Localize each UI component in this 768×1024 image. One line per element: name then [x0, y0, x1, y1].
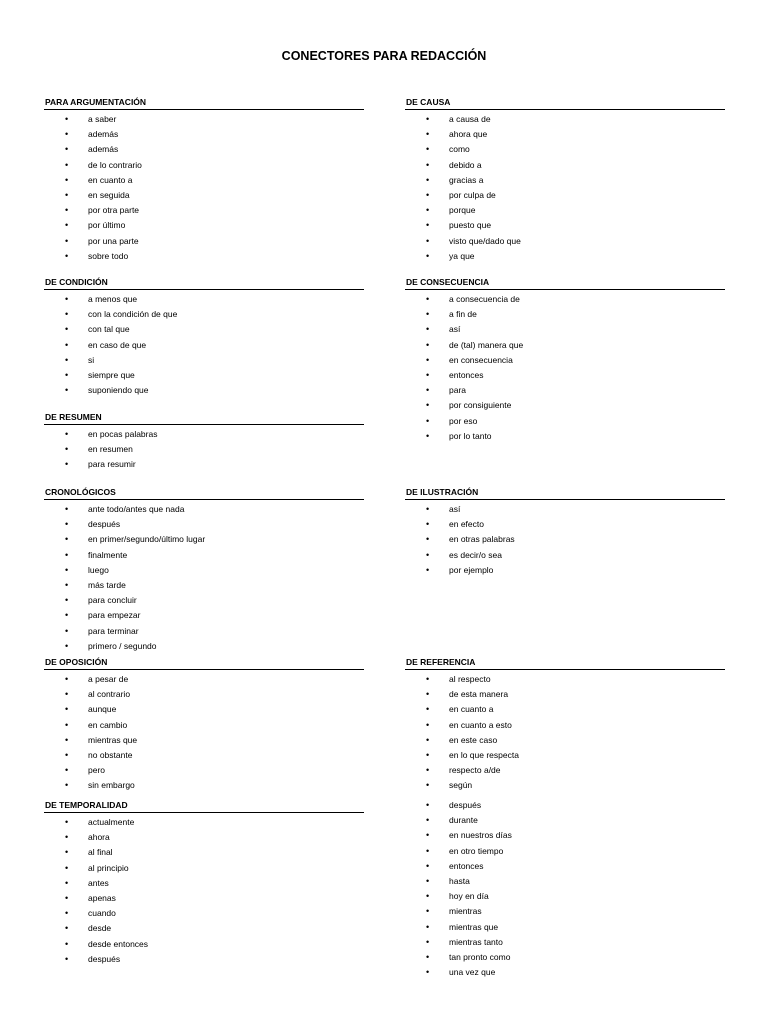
- section-heading: DE ILUSTRACIÓN: [405, 486, 725, 500]
- connector-item: • al principio: [44, 861, 364, 876]
- connector-item: • hasta: [405, 874, 725, 889]
- section-heading: PARA ARGUMENTACIÓN: [44, 96, 364, 110]
- connector-item: • en cuanto a: [405, 702, 725, 717]
- connector-item: • en otras palabras: [405, 532, 725, 547]
- connector-item: • tan pronto como: [405, 950, 725, 965]
- connector-item: • ya que: [405, 249, 725, 264]
- connector-item: • si: [44, 353, 364, 368]
- connector-item: • luego: [44, 563, 364, 578]
- connector-item: • entonces: [405, 368, 725, 383]
- connector-item: • por último: [44, 218, 364, 233]
- connector-item: • en caso de que: [44, 338, 364, 353]
- connector-item: • al final: [44, 845, 364, 860]
- connector-item: • en primer/segundo/último lugar: [44, 532, 364, 547]
- connector-item: • por ejemplo: [405, 563, 725, 578]
- connector-item: • según: [405, 778, 725, 793]
- connector-item: • para terminar: [44, 624, 364, 639]
- connector-item: • en consecuencia: [405, 353, 725, 368]
- connector-item: • a pesar de: [44, 672, 364, 687]
- connector-item: • con tal que: [44, 322, 364, 337]
- connector-item: • apenas: [44, 891, 364, 906]
- connector-item: • es decir/o sea: [405, 548, 725, 563]
- connector-list: [405, 672, 725, 794]
- connector-item: • desde entonces: [44, 937, 364, 952]
- section-heading: DE REFERENCIA: [405, 656, 725, 670]
- connector-list: [405, 292, 725, 444]
- connector-item: • para resumir: [44, 457, 364, 472]
- section-oposicion: [44, 656, 364, 794]
- connector-item: • en cuanto a: [44, 173, 364, 188]
- connector-list: [44, 815, 364, 967]
- connector-item: • en pocas palabras: [44, 427, 364, 442]
- connector-item: • por otra parte: [44, 203, 364, 218]
- connector-item: • al contrario: [44, 687, 364, 702]
- section-heading: DE CONDICIÓN: [44, 276, 364, 290]
- section-causa: [405, 96, 725, 264]
- connector-item: • por eso: [405, 414, 725, 429]
- section-heading: CRONOLÓGICOS: [44, 486, 364, 500]
- connector-item: • más tarde: [44, 578, 364, 593]
- connector-list: [44, 112, 364, 264]
- section-heading: DE RESUMEN: [44, 411, 364, 425]
- connector-item: • a fin de: [405, 307, 725, 322]
- connector-item: • ante todo/antes que nada: [44, 502, 364, 517]
- section-heading: DE CONSECUENCIA: [405, 276, 725, 290]
- connector-item: • en seguida: [44, 188, 364, 203]
- connector-item: • en cambio: [44, 718, 364, 733]
- connector-item: • después: [44, 952, 364, 967]
- connector-item: • gracias a: [405, 173, 725, 188]
- connector-item: • para concluir: [44, 593, 364, 608]
- connector-item: • mientras que: [44, 733, 364, 748]
- connector-item: • de lo contrario: [44, 158, 364, 173]
- connector-item: • mientras que: [405, 920, 725, 935]
- connector-item: • en resumen: [44, 442, 364, 457]
- connector-item: • aunque: [44, 702, 364, 717]
- connector-item: • mientras: [405, 904, 725, 919]
- connector-item: • respecto a/de: [405, 763, 725, 778]
- connector-list: [405, 502, 725, 578]
- connector-item: • actualmente: [44, 815, 364, 830]
- connector-item: • en efecto: [405, 517, 725, 532]
- section-referencia: [405, 656, 725, 794]
- section-consecuencia: [405, 276, 725, 444]
- connector-item: • antes: [44, 876, 364, 891]
- section-resumen: [44, 411, 364, 473]
- connector-item: • al respecto: [405, 672, 725, 687]
- connector-item: • porque: [405, 203, 725, 218]
- connector-item: • por una parte: [44, 234, 364, 249]
- connector-item: • en nuestros días: [405, 828, 725, 843]
- connector-item: • siempre que: [44, 368, 364, 383]
- connector-item: • a saber: [44, 112, 364, 127]
- section-heading: DE OPOSICIÓN: [44, 656, 364, 670]
- connector-item: • para empezar: [44, 608, 364, 623]
- connector-item: • por consiguiente: [405, 398, 725, 413]
- connector-item: • visto que/dado que: [405, 234, 725, 249]
- connector-item: • desde: [44, 921, 364, 936]
- connector-item: • debido a: [405, 158, 725, 173]
- connector-item: • de esta manera: [405, 687, 725, 702]
- connector-item: • hoy en día: [405, 889, 725, 904]
- connector-item: • no obstante: [44, 748, 364, 763]
- connector-list: [44, 672, 364, 794]
- section-condicion: [44, 276, 364, 398]
- connector-item: • finalmente: [44, 548, 364, 563]
- section-heading: DE TEMPORALIDAD: [44, 799, 364, 813]
- connector-item: • durante: [405, 813, 725, 828]
- connector-item: • pero: [44, 763, 364, 778]
- connector-list: [44, 502, 364, 654]
- connector-item: • como: [405, 142, 725, 157]
- connector-item: • en cuanto a esto: [405, 718, 725, 733]
- connector-item: • con la condición de que: [44, 307, 364, 322]
- connector-item: • además: [44, 142, 364, 157]
- connector-item: • en este caso: [405, 733, 725, 748]
- connector-item: • por lo tanto: [405, 429, 725, 444]
- section-ilustracion: [405, 486, 725, 578]
- connector-item: • en lo que respecta: [405, 748, 725, 763]
- connector-item: • una vez que: [405, 965, 725, 980]
- page-title: CONECTORES PARA REDACCIÓN: [281, 49, 487, 63]
- connector-list: [405, 112, 725, 264]
- connector-item: • después: [44, 517, 364, 532]
- connector-item: • ahora que: [405, 127, 725, 142]
- connector-item: • de (tal) manera que: [405, 338, 725, 353]
- section-heading: DE CAUSA: [405, 96, 725, 110]
- connector-item: • mientras tanto: [405, 935, 725, 950]
- connector-item: • puesto que: [405, 218, 725, 233]
- connector-item: • para: [405, 383, 725, 398]
- connector-item: • primero / segundo: [44, 639, 364, 654]
- section-argumentacion: [44, 96, 364, 264]
- connector-item: • a consecuencia de: [405, 292, 725, 307]
- connector-item: • a menos que: [44, 292, 364, 307]
- connector-item: • ahora: [44, 830, 364, 845]
- connector-item: • así: [405, 502, 725, 517]
- section-temporalidad: [44, 799, 364, 967]
- connector-item: • cuando: [44, 906, 364, 921]
- connector-item: • a causa de: [405, 112, 725, 127]
- connector-item: • además: [44, 127, 364, 142]
- connector-item: • después: [405, 798, 725, 813]
- connector-list: [44, 292, 364, 398]
- connector-item: • así: [405, 322, 725, 337]
- connector-item: • sin embargo: [44, 778, 364, 793]
- connector-list: [405, 798, 725, 980]
- section-temporalidad-continued: [405, 796, 725, 980]
- connector-item: • entonces: [405, 859, 725, 874]
- connector-item: • en otro tiempo: [405, 844, 725, 859]
- connector-item: • sobre todo: [44, 249, 364, 264]
- connector-list: [44, 427, 364, 473]
- connector-item: • por culpa de: [405, 188, 725, 203]
- connector-item: • suponiendo que: [44, 383, 364, 398]
- section-cronologicos: [44, 486, 364, 654]
